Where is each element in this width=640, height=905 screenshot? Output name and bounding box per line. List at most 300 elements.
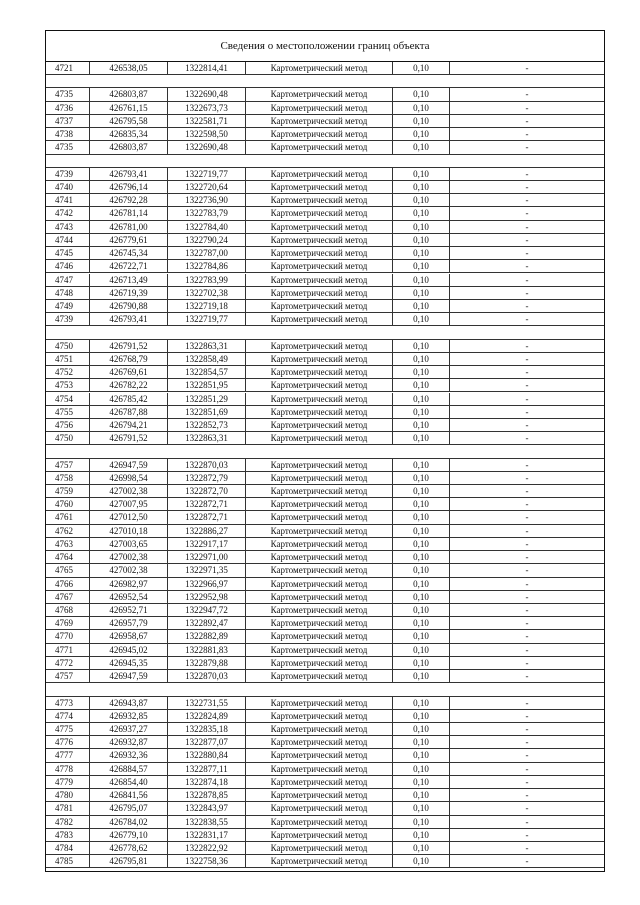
accuracy-cell: 0,10 — [393, 604, 450, 616]
y-coordinate-cell: 1322880,84 — [168, 749, 246, 761]
point-number-cell: 4761 — [46, 511, 90, 523]
description-cell: - — [525, 671, 529, 682]
y-coordinate-cell: 1322783,79 — [168, 207, 246, 219]
method-cell: Картометрический метод — [246, 472, 393, 484]
x-coordinate-cell: 426791,52 — [90, 340, 168, 352]
accuracy-cell: 0,10 — [393, 300, 450, 312]
description-cell: - — [525, 538, 529, 549]
table-row — [46, 723, 604, 736]
x-coordinate-cell: 426947,59 — [90, 670, 168, 682]
accuracy-cell: 0,10 — [393, 141, 450, 153]
y-coordinate-cell: 1322758,36 — [168, 855, 246, 867]
point-number-cell: 4760 — [46, 498, 90, 510]
table-row — [46, 776, 604, 789]
y-coordinate-cell: 1322872,79 — [168, 472, 246, 484]
accuracy-cell: 0,10 — [393, 472, 450, 484]
table-row — [46, 274, 604, 287]
table-row — [46, 260, 604, 273]
y-coordinate-cell: 1322838,55 — [168, 816, 246, 828]
x-coordinate-cell: 426745,34 — [90, 247, 168, 259]
description-cell: - — [525, 644, 529, 655]
method-cell: Картометрический метод — [246, 604, 393, 616]
description-cell: - — [525, 657, 529, 668]
document-sheet — [45, 30, 605, 872]
point-number-cell: 4768 — [46, 604, 90, 616]
point-number-cell: 4780 — [46, 789, 90, 801]
method-cell: Картометрический метод — [246, 406, 393, 418]
x-coordinate-cell: 426795,07 — [90, 802, 168, 814]
y-coordinate-cell: 1322878,85 — [168, 789, 246, 801]
table-row — [46, 644, 604, 657]
table-row — [46, 578, 604, 591]
description-cell: - — [525, 710, 529, 721]
description-cell: - — [525, 565, 529, 576]
y-coordinate-cell: 1322881,83 — [168, 644, 246, 656]
table-row — [46, 657, 604, 670]
accuracy-cell: 0,10 — [393, 591, 450, 603]
table-row — [46, 564, 604, 577]
accuracy-cell: 0,10 — [393, 710, 450, 722]
point-number-cell: 4783 — [46, 829, 90, 841]
method-cell: Картометрический метод — [246, 644, 393, 656]
method-cell: Картометрический метод — [246, 247, 393, 259]
x-coordinate-cell: 426932,87 — [90, 736, 168, 748]
y-coordinate-cell: 1322835,18 — [168, 723, 246, 735]
table-row — [46, 472, 604, 485]
accuracy-cell: 0,10 — [393, 234, 450, 246]
x-coordinate-cell: 426784,02 — [90, 816, 168, 828]
accuracy-cell: 0,10 — [393, 340, 450, 352]
table-row — [46, 62, 604, 75]
point-number-cell: 4739 — [46, 313, 90, 325]
point-number-cell: 4753 — [46, 379, 90, 391]
method-cell: Картометрический метод — [246, 432, 393, 444]
point-number-cell: 4765 — [46, 564, 90, 576]
method-cell: Картометрический метод — [246, 551, 393, 563]
table-row — [46, 247, 604, 260]
description-cell: - — [525, 803, 529, 814]
point-number-cell: 4746 — [46, 260, 90, 272]
method-cell: Картометрический метод — [246, 88, 393, 100]
method-cell: Картометрический метод — [246, 776, 393, 788]
y-coordinate-cell: 1322858,49 — [168, 353, 246, 365]
table-row — [46, 419, 604, 432]
description-cell: - — [525, 393, 529, 404]
y-coordinate-cell: 1322719,77 — [168, 313, 246, 325]
table-row — [46, 736, 604, 749]
accuracy-cell: 0,10 — [393, 432, 450, 444]
description-cell: - — [525, 750, 529, 761]
accuracy-cell: 0,10 — [393, 670, 450, 682]
table-row — [46, 511, 604, 524]
method-cell: Картометрический метод — [246, 62, 393, 74]
x-coordinate-cell: 426790,88 — [90, 300, 168, 312]
description-cell: - — [525, 472, 529, 483]
description-cell: - — [525, 367, 529, 378]
y-coordinate-cell: 1322736,90 — [168, 194, 246, 206]
table-row — [46, 525, 604, 538]
table-row — [46, 763, 604, 776]
accuracy-cell: 0,10 — [393, 842, 450, 854]
contour-separator-row — [46, 326, 604, 339]
accuracy-cell: 0,10 — [393, 353, 450, 365]
x-coordinate-cell: 426841,56 — [90, 789, 168, 801]
x-coordinate-cell: 426945,02 — [90, 644, 168, 656]
table-row — [46, 128, 604, 141]
description-cell: - — [525, 234, 529, 245]
y-coordinate-cell: 1322870,03 — [168, 459, 246, 471]
table-row — [46, 749, 604, 762]
accuracy-cell: 0,10 — [393, 789, 450, 801]
x-coordinate-cell: 426803,87 — [90, 141, 168, 153]
table-row — [46, 591, 604, 604]
table-row — [46, 802, 604, 815]
point-number-cell: 4750 — [46, 340, 90, 352]
description-cell: - — [525, 697, 529, 708]
table-row — [46, 393, 604, 406]
method-cell: Картометрический метод — [246, 102, 393, 114]
description-cell: - — [525, 142, 529, 153]
description-cell: - — [525, 591, 529, 602]
y-coordinate-cell: 1322784,86 — [168, 260, 246, 272]
x-coordinate-cell: 426945,35 — [90, 657, 168, 669]
method-cell: Картометрический метод — [246, 789, 393, 801]
x-coordinate-cell: 426937,27 — [90, 723, 168, 735]
description-cell: - — [525, 578, 529, 589]
x-coordinate-cell: 426761,15 — [90, 102, 168, 114]
accuracy-cell: 0,10 — [393, 776, 450, 788]
table-row — [46, 115, 604, 128]
table-row — [46, 379, 604, 392]
accuracy-cell: 0,10 — [393, 88, 450, 100]
table-row — [46, 617, 604, 630]
method-cell: Картометрический метод — [246, 194, 393, 206]
table-row — [46, 168, 604, 181]
y-coordinate-cell: 1322731,55 — [168, 697, 246, 709]
method-cell: Картометрический метод — [246, 234, 393, 246]
point-number-cell: 4776 — [46, 736, 90, 748]
x-coordinate-cell: 426713,49 — [90, 274, 168, 286]
y-coordinate-cell: 1322719,18 — [168, 300, 246, 312]
table-row — [46, 221, 604, 234]
description-cell: - — [525, 763, 529, 774]
y-coordinate-cell: 1322852,73 — [168, 419, 246, 431]
point-number-cell: 4758 — [46, 472, 90, 484]
accuracy-cell: 0,10 — [393, 485, 450, 497]
point-number-cell: 4735 — [46, 141, 90, 153]
table-row — [46, 829, 604, 842]
point-number-cell: 4771 — [46, 644, 90, 656]
x-coordinate-cell: 426957,79 — [90, 617, 168, 629]
accuracy-cell: 0,10 — [393, 247, 450, 259]
point-number-cell: 4750 — [46, 432, 90, 444]
point-number-cell: 4763 — [46, 538, 90, 550]
y-coordinate-cell: 1322784,40 — [168, 221, 246, 233]
x-coordinate-cell: 426785,42 — [90, 393, 168, 405]
y-coordinate-cell: 1322598,50 — [168, 128, 246, 140]
description-cell: - — [525, 406, 529, 417]
accuracy-cell: 0,10 — [393, 168, 450, 180]
method-cell: Картометрический метод — [246, 221, 393, 233]
point-number-cell: 4774 — [46, 710, 90, 722]
y-coordinate-cell: 1322814,41 — [168, 62, 246, 74]
y-coordinate-cell: 1322831,17 — [168, 829, 246, 841]
accuracy-cell: 0,10 — [393, 511, 450, 523]
x-coordinate-cell: 426835,34 — [90, 128, 168, 140]
point-number-cell: 4721 — [46, 62, 90, 74]
description-cell: - — [525, 102, 529, 113]
point-number-cell: 4772 — [46, 657, 90, 669]
method-cell: Картометрический метод — [246, 630, 393, 642]
accuracy-cell: 0,10 — [393, 194, 450, 206]
x-coordinate-cell: 426793,41 — [90, 168, 168, 180]
description-cell: - — [525, 433, 529, 444]
point-number-cell: 4775 — [46, 723, 90, 735]
description-cell: - — [525, 618, 529, 629]
accuracy-cell: 0,10 — [393, 115, 450, 127]
accuracy-cell: 0,10 — [393, 366, 450, 378]
description-cell: - — [525, 631, 529, 642]
x-coordinate-cell: 427003,65 — [90, 538, 168, 550]
method-cell: Картометрический метод — [246, 419, 393, 431]
y-coordinate-cell: 1322783,99 — [168, 274, 246, 286]
description-cell: - — [525, 525, 529, 536]
table-row — [46, 842, 604, 855]
x-coordinate-cell: 426854,40 — [90, 776, 168, 788]
description-cell: - — [525, 168, 529, 179]
y-coordinate-cell: 1322971,00 — [168, 551, 246, 563]
point-number-cell: 4773 — [46, 697, 90, 709]
accuracy-cell: 0,10 — [393, 816, 450, 828]
y-coordinate-cell: 1322863,31 — [168, 340, 246, 352]
table-row — [46, 340, 604, 353]
accuracy-cell: 0,10 — [393, 459, 450, 471]
description-cell: - — [525, 512, 529, 523]
contour-separator-row — [46, 683, 604, 696]
accuracy-cell: 0,10 — [393, 525, 450, 537]
method-cell: Картометрический метод — [246, 366, 393, 378]
point-number-cell: 4767 — [46, 591, 90, 603]
point-number-cell: 4779 — [46, 776, 90, 788]
table-row — [46, 432, 604, 445]
point-number-cell: 4777 — [46, 749, 90, 761]
y-coordinate-cell: 1322673,73 — [168, 102, 246, 114]
method-cell: Картометрический метод — [246, 749, 393, 761]
table-row — [46, 300, 604, 313]
y-coordinate-cell: 1322702,38 — [168, 287, 246, 299]
accuracy-cell: 0,10 — [393, 697, 450, 709]
y-coordinate-cell: 1322790,24 — [168, 234, 246, 246]
method-cell: Картометрический метод — [246, 802, 393, 814]
method-cell: Картометрический метод — [246, 578, 393, 590]
x-coordinate-cell: 426795,58 — [90, 115, 168, 127]
accuracy-cell: 0,10 — [393, 498, 450, 510]
method-cell: Картометрический метод — [246, 855, 393, 867]
accuracy-cell: 0,10 — [393, 749, 450, 761]
y-coordinate-cell: 1322863,31 — [168, 432, 246, 444]
point-number-cell: 4759 — [46, 485, 90, 497]
accuracy-cell: 0,10 — [393, 736, 450, 748]
method-cell: Картометрический метод — [246, 128, 393, 140]
point-number-cell: 4752 — [46, 366, 90, 378]
method-cell: Картометрический метод — [246, 115, 393, 127]
method-cell: Картометрический метод — [246, 736, 393, 748]
point-number-cell: 4778 — [46, 763, 90, 775]
method-cell: Картометрический метод — [246, 697, 393, 709]
description-cell: - — [525, 776, 529, 787]
description-cell: - — [525, 115, 529, 126]
contour-separator-row — [46, 445, 604, 458]
table-row — [46, 697, 604, 710]
y-coordinate-cell: 1322822,92 — [168, 842, 246, 854]
page-title: Сведения о местоположении границ объекта — [46, 31, 604, 62]
method-cell: Картометрический метод — [246, 287, 393, 299]
y-coordinate-cell: 1322843,97 — [168, 802, 246, 814]
y-coordinate-cell: 1322854,57 — [168, 366, 246, 378]
x-coordinate-cell: 426781,00 — [90, 221, 168, 233]
x-coordinate-cell: 426778,62 — [90, 842, 168, 854]
accuracy-cell: 0,10 — [393, 802, 450, 814]
accuracy-cell: 0,10 — [393, 855, 450, 867]
x-coordinate-cell: 426952,54 — [90, 591, 168, 603]
x-coordinate-cell: 426943,87 — [90, 697, 168, 709]
method-cell: Картометрический метод — [246, 670, 393, 682]
point-number-cell: 4747 — [46, 274, 90, 286]
table-row — [46, 710, 604, 723]
point-number-cell: 4766 — [46, 578, 90, 590]
accuracy-cell: 0,10 — [393, 274, 450, 286]
description-cell: - — [525, 790, 529, 801]
description-cell: - — [525, 208, 529, 219]
y-coordinate-cell: 1322581,71 — [168, 115, 246, 127]
x-coordinate-cell: 427007,95 — [90, 498, 168, 510]
x-coordinate-cell: 426792,28 — [90, 194, 168, 206]
x-coordinate-cell: 427012,50 — [90, 511, 168, 523]
x-coordinate-cell: 427010,18 — [90, 525, 168, 537]
contour-separator-row — [46, 155, 604, 168]
method-cell: Картометрический метод — [246, 393, 393, 405]
accuracy-cell: 0,10 — [393, 578, 450, 590]
point-number-cell: 4769 — [46, 617, 90, 629]
method-cell: Картометрический метод — [246, 379, 393, 391]
method-cell: Картометрический метод — [246, 538, 393, 550]
method-cell: Картометрический метод — [246, 274, 393, 286]
accuracy-cell: 0,10 — [393, 287, 450, 299]
x-coordinate-cell: 426768,79 — [90, 353, 168, 365]
method-cell: Картометрический метод — [246, 657, 393, 669]
accuracy-cell: 0,10 — [393, 419, 450, 431]
point-number-cell: 4764 — [46, 551, 90, 563]
table-row — [46, 459, 604, 472]
accuracy-cell: 0,10 — [393, 181, 450, 193]
table-row — [46, 353, 604, 366]
table-row — [46, 816, 604, 829]
y-coordinate-cell: 1322851,29 — [168, 393, 246, 405]
y-coordinate-cell: 1322947,72 — [168, 604, 246, 616]
point-number-cell: 4755 — [46, 406, 90, 418]
point-number-cell: 4785 — [46, 855, 90, 867]
accuracy-cell: 0,10 — [393, 128, 450, 140]
accuracy-cell: 0,10 — [393, 313, 450, 325]
y-coordinate-cell: 1322851,69 — [168, 406, 246, 418]
point-number-cell: 4735 — [46, 88, 90, 100]
table-row — [46, 88, 604, 101]
x-coordinate-cell: 426932,85 — [90, 710, 168, 722]
y-coordinate-cell: 1322892,47 — [168, 617, 246, 629]
y-coordinate-cell: 1322719,77 — [168, 168, 246, 180]
x-coordinate-cell: 426793,41 — [90, 313, 168, 325]
method-cell: Картометрический метод — [246, 710, 393, 722]
y-coordinate-cell: 1322787,00 — [168, 247, 246, 259]
x-coordinate-cell: 426791,52 — [90, 432, 168, 444]
x-coordinate-cell: 426958,67 — [90, 630, 168, 642]
point-number-cell: 4739 — [46, 168, 90, 180]
point-number-cell: 4736 — [46, 102, 90, 114]
method-cell: Картометрический метод — [246, 207, 393, 219]
point-number-cell: 4742 — [46, 207, 90, 219]
accuracy-cell: 0,10 — [393, 551, 450, 563]
description-cell: - — [525, 724, 529, 734]
description-cell: - — [525, 459, 529, 470]
y-coordinate-cell: 1322882,89 — [168, 630, 246, 642]
y-coordinate-cell: 1322971,35 — [168, 564, 246, 576]
y-coordinate-cell: 1322690,48 — [168, 141, 246, 153]
y-coordinate-cell: 1322824,89 — [168, 710, 246, 722]
accuracy-cell: 0,10 — [393, 406, 450, 418]
point-number-cell: 4757 — [46, 459, 90, 471]
table-row — [46, 102, 604, 115]
method-cell: Картометрический метод — [246, 525, 393, 537]
method-cell: Картометрический метод — [246, 591, 393, 603]
accuracy-cell: 0,10 — [393, 393, 450, 405]
table-row — [46, 313, 604, 326]
accuracy-cell: 0,10 — [393, 221, 450, 233]
x-coordinate-cell: 426796,14 — [90, 181, 168, 193]
x-coordinate-cell: 426932,36 — [90, 749, 168, 761]
y-coordinate-cell: 1322720,64 — [168, 181, 246, 193]
point-number-cell: 4741 — [46, 194, 90, 206]
accuracy-cell: 0,10 — [393, 538, 450, 550]
method-cell: Картометрический метод — [246, 723, 393, 735]
description-cell: - — [525, 181, 529, 192]
description-cell: - — [525, 816, 529, 827]
x-coordinate-cell: 426795,81 — [90, 855, 168, 867]
method-cell: Картометрический метод — [246, 353, 393, 365]
point-number-cell: 4748 — [46, 287, 90, 299]
description-cell: - — [525, 195, 529, 206]
table-row — [46, 141, 604, 154]
description-cell: - — [525, 340, 529, 351]
table-row — [46, 181, 604, 194]
x-coordinate-cell: 426952,71 — [90, 604, 168, 616]
point-number-cell: 4740 — [46, 181, 90, 193]
table-row — [46, 194, 604, 207]
description-cell: - — [525, 499, 529, 510]
description-cell: - — [525, 419, 529, 430]
accuracy-cell: 0,10 — [393, 617, 450, 629]
description-cell: - — [525, 856, 529, 867]
point-number-cell: 4781 — [46, 802, 90, 814]
point-number-cell: 4745 — [46, 247, 90, 259]
accuracy-cell: 0,10 — [393, 564, 450, 576]
x-coordinate-cell: 426982,97 — [90, 578, 168, 590]
description-cell: - — [525, 353, 529, 364]
x-coordinate-cell: 426884,57 — [90, 763, 168, 775]
table-row — [46, 855, 604, 868]
method-cell: Картометрический метод — [246, 842, 393, 854]
description-cell: - — [525, 605, 529, 616]
table-row — [46, 207, 604, 220]
